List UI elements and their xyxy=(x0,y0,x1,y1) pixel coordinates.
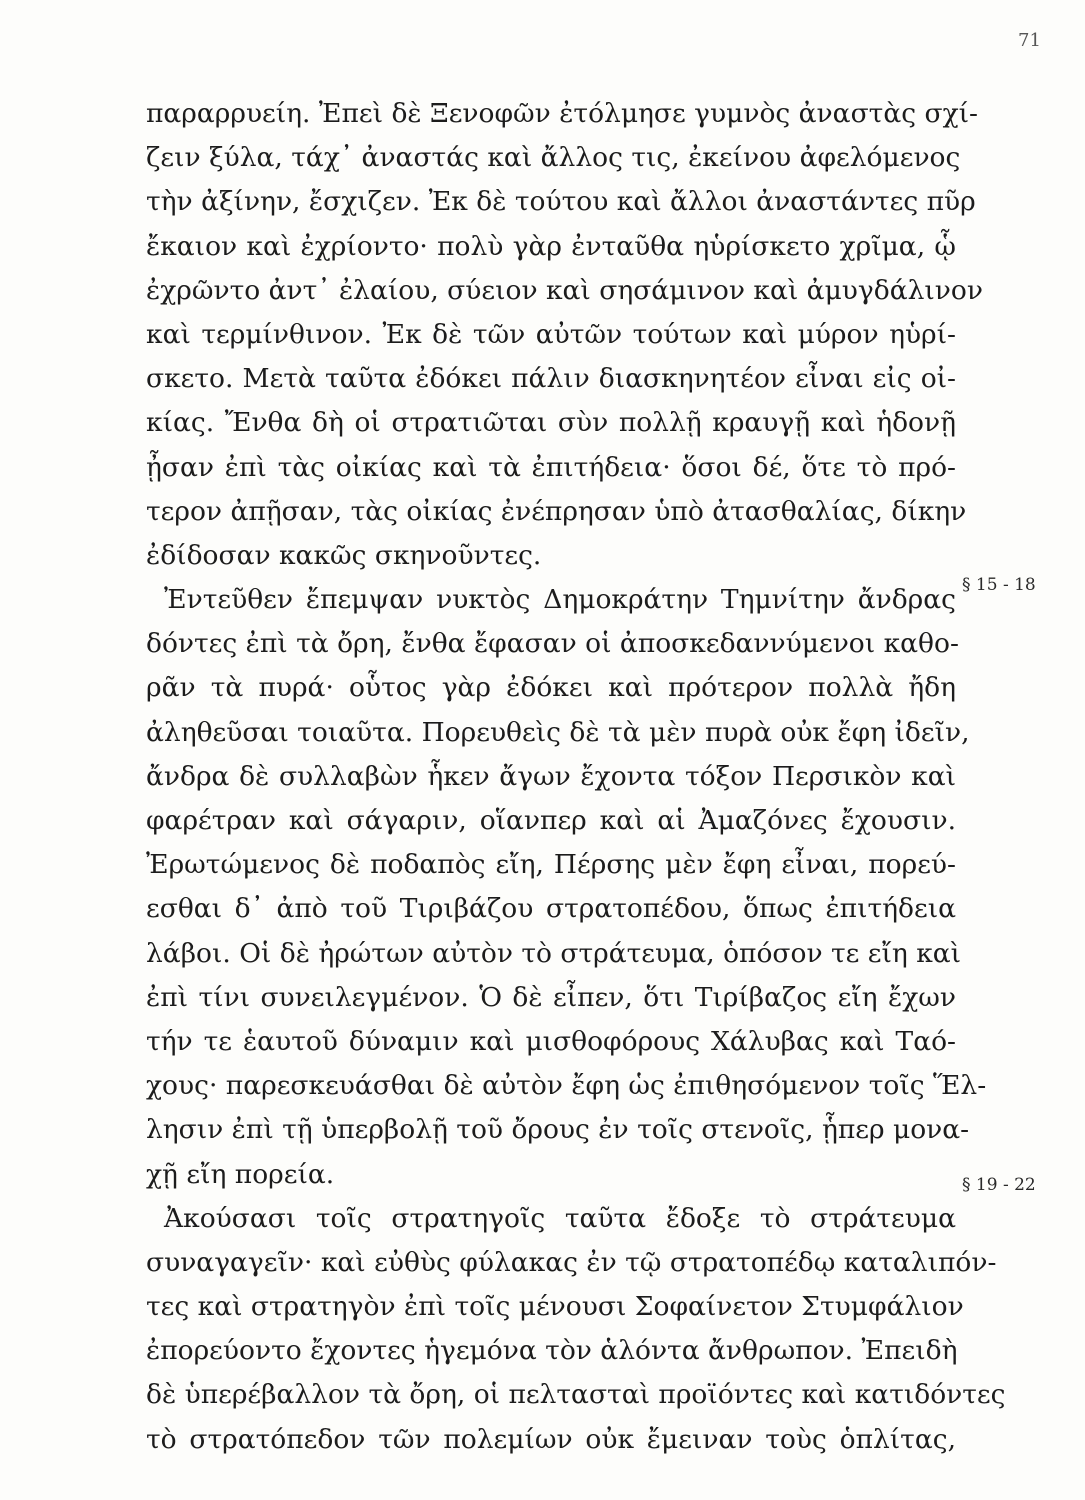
text-line: ἐπορεύοντο ἔχοντες ἡγεμόνα τὸν ἁλόντα ἄνθρωπον. Ἐπειδὴ xyxy=(146,1335,958,1367)
text-line: ἔκαιον καὶ ἐχρίοντο· πολὺ γὰρ ἐνταῦθα ηὑρίσκετο χρῖμα, ᾧ xyxy=(146,230,956,262)
text-line: καὶ τερμίνθινον. Ἐκ δὲ τῶν αὐτῶν τούτων καὶ μύρον ηὑρί- xyxy=(146,318,956,350)
text-line: λάβοι. Οἱ δὲ ἠρώτων αὐτὸν τὸ στράτευμα, ὁπόσον τε εἴη καὶ xyxy=(146,937,962,969)
text-line: κίας. Ἔνθα δὴ οἱ στρατιῶται σὺν πολλῇ κραυγῇ καὶ ἡδονῇ xyxy=(146,407,956,439)
text-line: ἄνδρα δὲ συλλαβὼν ἧκεν ἄγων ἔχοντα τόξον Περσικὸν καὶ xyxy=(146,760,956,792)
text-line: λησιν ἐπὶ τῇ ὑπερβολῇ τοῦ ὄρους ἐν τοῖς στενοῖς, ᾗπερ μονα- xyxy=(146,1114,970,1146)
page-number: 71 xyxy=(1018,30,1041,51)
text-line: Ἐρωτώμενος δὲ ποδαπὸς εἴη, Πέρσης μὲν ἔφη εἶναι, πορεύ- xyxy=(146,849,956,881)
text-line: τὸ στρατόπεδον τῶν πολεμίων οὐκ ἔμειναν τοὺς ὁπλίτας, xyxy=(146,1423,956,1455)
text-line: ἐπὶ τίνι συνειλεγμένον. Ὁ δὲ εἶπεν, ὅτι Τιρίβαζος εἴη ἔχων xyxy=(146,981,956,1013)
text-line: τες καὶ στρατηγὸν ἐπὶ τοῖς μένουσι Σοφαίνετον Στυμφάλιον xyxy=(146,1291,964,1323)
paragraph-2 xyxy=(146,578,987,1197)
text-line: ζειν ξύλα, τάχ᾽ ἀναστάς καὶ ἄλλος τις, ἐκείνου ἀφελόμενος xyxy=(146,142,961,174)
text-line: ρᾶν τὰ πυρά· οὗτος γὰρ ἐδόκει καὶ πρότερον πολλὰ ἤδη xyxy=(146,672,956,704)
text-line: ἐδίδοσαν κακῶς σκηνοῦντες. xyxy=(146,539,542,571)
text-line: Ἀκούσασι τοῖς στρατηγοῖς ταῦτα ἔδοξε τὸ στράτευμα xyxy=(164,1202,956,1234)
text-line: ἀληθεῦσαι τοιαῦτα. Πορευθεὶς δὲ τὰ μὲν πυρὰ οὐκ ἔφη ἰδεῖν, xyxy=(146,716,970,748)
text-line: φαρέτραν καὶ σάγαριν, οἵανπερ καὶ αἱ Ἀμαζόνες ἔχουσιν. xyxy=(146,805,956,836)
text-line: ἐχρῶντο ἀντ᾽ ἐλαίου, σύειον καὶ σησάμινον καὶ ἀμυγδάλινον xyxy=(146,274,983,306)
text-line: δὲ ὑπερέβαλλον τὰ ὄρη, οἱ πελτασταὶ προϊόντες καὶ κατιδόντες xyxy=(146,1379,1006,1411)
paragraph-3 xyxy=(146,1197,1006,1462)
margin-section-ref: § 15 - 18 xyxy=(962,575,1036,595)
text-line: τὴν ἀξίνην, ἔσχιζεν. Ἐκ δὲ τούτου καὶ ἄλλοι ἀναστάντες πῦρ xyxy=(146,186,976,218)
text-line: τήν τε ἑαυτοῦ δύναμιν καὶ μισθοφόρους Χάλυβας καὶ Ταό- xyxy=(146,1025,956,1057)
paragraph-1 xyxy=(146,92,983,578)
text-line: εσθαι δ᾽ ἀπὸ τοῦ Τιριβάζου στρατοπέδου, ὅπως ἐπιτήδεια xyxy=(146,893,956,925)
text-line: δόντες ἐπὶ τὰ ὄρη, ἔνθα ἔφασαν οἱ ἀποσκεδαννύμενοι καθο- xyxy=(146,628,959,660)
text-line: ᾖσαν ἐπὶ τὰς οἰκίας καὶ τὰ ἐπιτήδεια· ὅσοι δέ, ὅτε τὸ πρό- xyxy=(146,451,956,483)
text-line: χῇ εἴη πορεία. xyxy=(146,1158,335,1190)
text-line: Ἐντεῦθεν ἔπεμψαν νυκτὸς Δημοκράτην Τημνίτην ἄνδρας xyxy=(164,584,956,616)
text-line: σκετο. Μετὰ ταῦτα ἐδόκει πάλιν διασκηνητέον εἶναι εἰς οἰ- xyxy=(146,363,956,395)
text-line: τερον ἀπῇσαν, τὰς οἰκίας ἐνέπρησαν ὑπὸ ἀτασθαλίας, δίκην xyxy=(146,495,967,527)
margin-section-ref: § 19 - 22 xyxy=(962,1175,1036,1195)
text-line: παραρρυείη. Ἐπεὶ δὲ Ξενοφῶν ἐτόλμησε γυμνὸς ἀναστὰς σχί- xyxy=(146,98,978,129)
text-line: χους· παρεσκευάσθαι δὲ αὐτὸν ἔφη ὡς ἐπιθησόμενον τοῖς Ἕλ- xyxy=(146,1070,987,1102)
text-line: συναγαγεῖν· καὶ εὐθὺς φύλακας ἐν τῷ στρατοπέδῳ καταλιπόν- xyxy=(146,1246,997,1278)
